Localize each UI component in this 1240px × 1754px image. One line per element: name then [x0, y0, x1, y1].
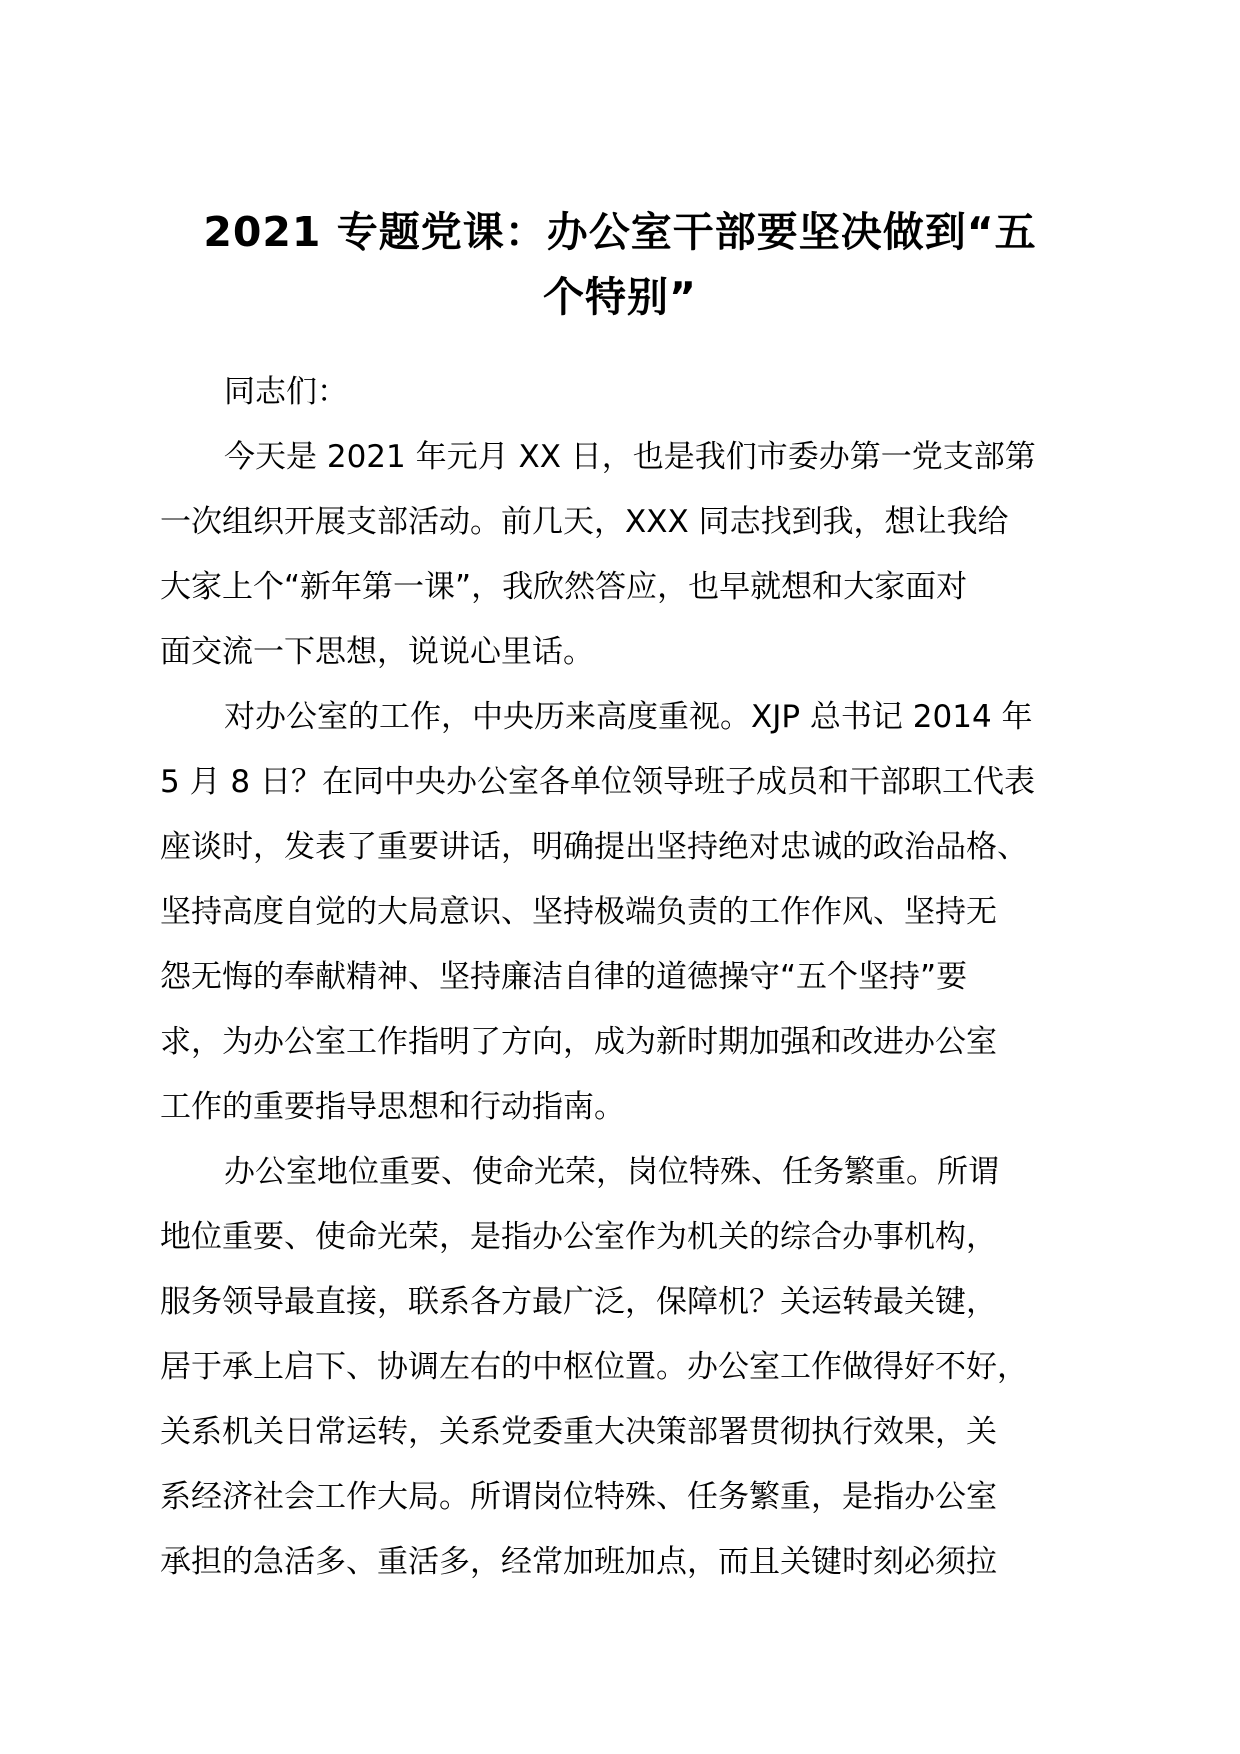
title-line-2: 个特别” [543, 273, 697, 321]
document-title [150, 200, 1090, 330]
body-text-line: 大家上个“新年第一课”，我欣然答应，也早就想和大家面对 [160, 569, 968, 605]
body-text-line: 系经济社会工作大局。所谓岗位特殊、任务繁重，是指办公室 [160, 1479, 997, 1515]
body-text-line: 一次组织开展支部活动。前几天，XXX 同志找到我，想让我给 [160, 504, 1009, 540]
body-text-line: 工作的重要指导思想和行动指南。 [160, 1089, 625, 1125]
body-text-line: 5 月 8 日？在同中央办公室各单位领导班子成员和干部职工代表 [160, 764, 1036, 800]
body-text-line: 地位重要、使命光荣，是指办公室作为机关的综合办事机构， [160, 1219, 997, 1255]
document-body [160, 360, 1090, 1595]
body-text-line: 居于承上启下、协调左右的中枢位置。办公室工作做得好不好， [160, 1349, 1028, 1385]
body-text-line: 对办公室的工作，中央历来高度重视。XJP 总书记 2014 年 [224, 699, 1033, 735]
body-text-line: 面交流一下思想，说说心里话。 [160, 634, 594, 670]
title-line-1: 2021 专题党课：办公室干部要坚决做到“五 [203, 208, 1037, 256]
body-text-line: 同志们： [224, 374, 348, 410]
body-text-line: 坚持高度自觉的大局意识、坚持极端负责的工作作风、坚持无 [160, 894, 997, 930]
body-text-line: 承担的急活多、重活多，经常加班加点，而且关键时刻必须拉 [160, 1544, 997, 1580]
body-text-line: 关系机关日常运转，关系党委重大决策部署贯彻执行效果，关 [160, 1414, 997, 1450]
body-text-line: 办公室地位重要、使命光荣，岗位特殊、任务繁重。所谓 [224, 1154, 999, 1190]
body-text-line: 今天是 2021 年元月 XX 日，也是我们市委办第一党支部第 [224, 439, 1036, 475]
body-text-line: 座谈时，发表了重要讲话，明确提出坚持绝对忠诚的政治品格、 [160, 829, 1028, 865]
body-text-line: 怨无悔的奉献精神、坚持廉洁自律的道德操守“五个坚持”要 [160, 959, 968, 995]
body-text-line: 求，为办公室工作指明了方向，成为新时期加强和改进办公室 [160, 1024, 997, 1060]
body-text-line: 服务领导最直接，联系各方最广泛，保障机？关运转最关键， [160, 1284, 997, 1320]
